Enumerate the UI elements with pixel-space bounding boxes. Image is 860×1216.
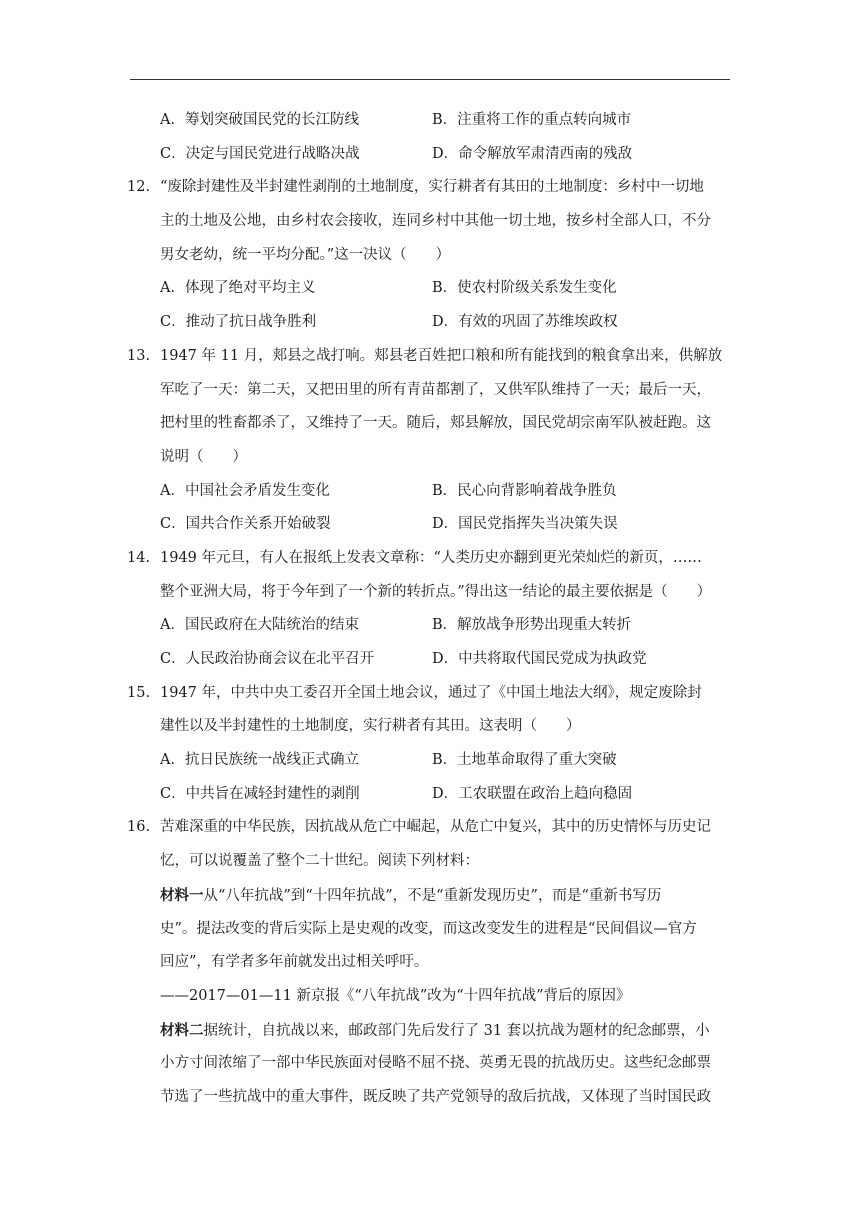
material-2-text: 小方寸间浓缩了一部中华民族面对侵略不屈不挠、英勇无畏的抗战历史。这些纪念邮票 (160, 1055, 711, 1072)
q12-option-b[interactable]: B．使农村阶级关系发生变化 (432, 280, 617, 297)
material-2-line-3 (160, 1081, 732, 1115)
q14-option-d[interactable]: D．中共将取代国民党成为执政党 (432, 651, 647, 667)
q13-options-row-2 (160, 508, 732, 542)
material-1-label: 材料一 (160, 886, 204, 904)
q12-option-c[interactable]: C．推动了抗日战争胜利 (160, 314, 317, 331)
material-2-text: 据统计，自抗战以来，邮政部门先后发行了 31 套以抗战为题材的纪念邮票，小 (203, 1022, 710, 1039)
q12-stem-line-3 (160, 239, 732, 273)
q14-number: 14. (127, 549, 151, 566)
material-1-text: 从“八年抗战”到“十四年抗战”，不是“重新发现历史”，而是“重新书写历 (203, 887, 662, 904)
q13-text: 军吃了一天：第二天，又把田里的所有青苗都割了，又供军队维持了一天；最后一天， (160, 381, 711, 398)
material-2-line-1 (160, 1014, 732, 1048)
material-1-source (160, 980, 732, 1014)
q11-option-a[interactable]: A．筹划突破国民党的长江防线 (160, 112, 359, 128)
q13-option-b[interactable]: B．民心向背影响着战争胜负 (432, 482, 617, 499)
material-1-text: 史”。提法改变的背后实际上是史观的改变，而这改变发生的进程是“民间倡议—官方 (160, 920, 697, 937)
material-1-line-2 (160, 913, 732, 947)
q15-stem-line-1 (127, 677, 732, 711)
q15-options-row-2 (160, 778, 732, 812)
q16-stem-line-1 (127, 811, 732, 845)
q14-stem-line-1 (127, 542, 732, 576)
q15-option-c[interactable]: C．中共旨在减轻封建性的剥削 (160, 785, 360, 802)
q13-number: 13. (127, 347, 151, 364)
q13-stem-line-3 (160, 407, 732, 441)
q14-text: 整个亚洲大局，将于今年到了一个新的转折点。”得出这一结论的最主要依据是（ ） (160, 583, 712, 600)
q13-stem-line-1 (127, 340, 732, 374)
q14-options-row-2 (160, 643, 732, 677)
q13-stem-line-2 (160, 374, 732, 408)
q12-text: “废除封建性及半封建性剥削的土地制度，实行耕者有其田的土地制度：乡村中一切地 (160, 179, 704, 196)
q12-options-row-1 (160, 272, 732, 306)
q14-options-row-1 (160, 609, 732, 643)
q13-text: 说明（ ） (160, 448, 247, 465)
q15-option-a[interactable]: A．抗日民族统一战线正式确立 (160, 752, 359, 769)
q14-option-b[interactable]: B．解放战争形势出现重大转折 (432, 617, 632, 634)
q13-option-d[interactable]: D．国民党指挥失当决策失误 (432, 516, 618, 533)
q12-option-d[interactable]: D．有效的巩固了苏维埃政权 (432, 314, 618, 331)
material-1-line-1 (160, 879, 732, 913)
q13-options-row-1 (160, 475, 732, 509)
q11-options-row-1 (160, 104, 732, 138)
q14-option-c[interactable]: C．人民政治协商会议在北平召开 (160, 651, 375, 667)
material-1-line-3 (160, 946, 732, 980)
q13-text: 把村里的牲畜都杀了，又维持了一天。随后，郏县解放，国民党胡宗南军队被赶跑。这 (160, 415, 711, 432)
q12-stem-line-2 (160, 205, 732, 239)
q16-text: 苦难深重的中华民族，因抗战从危亡中崛起，从危亡中复兴，其中的历史情怀与历史记 (160, 819, 711, 836)
material-1-text: 回应”，有学者多年前就发出过相关呼吁。 (160, 954, 429, 971)
q16-text: 忆，可以说覆盖了整个二十世纪。阅读下列材料： (160, 853, 479, 870)
q11-options-row-2 (160, 138, 732, 172)
q15-text: 建性以及半封建性的土地制度，实行耕者有其田。这表明（ ） (160, 718, 581, 735)
q15-options-row-1 (160, 744, 732, 778)
q15-stem-line-2 (160, 710, 732, 744)
q15-option-b[interactable]: B．土地革命取得了重大突破 (432, 752, 617, 769)
q13-text: 1947 年 11 月，郏县之战打响。郏县老百姓把口粮和所有能找到的粮食拿出来，供解放 (160, 347, 723, 364)
material-2-line-2 (160, 1047, 732, 1081)
q12-text: 主的土地及公地，由乡村农会接收，连同乡村中其他一切土地，按乡村全部人口，不分 (160, 213, 711, 230)
q15-option-d[interactable]: D．工农联盟在政治上趋向稳固 (432, 785, 633, 802)
q12-option-a[interactable]: A．体现了绝对平均主义 (160, 280, 316, 297)
q16-stem-line-2 (160, 845, 732, 879)
q12-number: 12. (127, 179, 151, 196)
q13-stem-line-4 (160, 441, 732, 475)
material-2-text: 节选了一些抗战中的重大事件，既反映了共产党领导的敌后抗战，又体现了当时国民政 (160, 1088, 711, 1105)
q15-number: 15. (127, 684, 151, 701)
q12-text: 男女老幼，统一平均分配。”这一决议（ ） (160, 246, 451, 263)
q15-text: 1947 年，中共中央工委召开全国土地会议，通过了《中国土地法大纲》，规定废除封 (160, 684, 702, 701)
q12-stem-line-1 (127, 171, 732, 205)
header-rule (130, 79, 730, 80)
q11-option-b[interactable]: B．注重将工作的重点转向城市 (432, 112, 632, 128)
q11-option-d[interactable]: D．命令解放军肃清西南的残敌 (432, 145, 633, 162)
q14-option-a[interactable]: A．国民政府在大陆统治的结束 (160, 617, 359, 634)
q13-option-c[interactable]: C．国共合作关系开始破裂 (160, 516, 331, 533)
q12-options-row-2 (160, 306, 732, 340)
document-body (127, 104, 732, 1115)
q14-text: 1949 年元旦，有人在报纸上发表文章称：“人类历史亦翻到更光荣灿烂的新页，…… (160, 549, 702, 566)
q11-option-c[interactable]: C．决定与国民党进行战略决战 (160, 145, 360, 162)
q16-number: 16. (127, 819, 151, 836)
q13-option-a[interactable]: A．中国社会矛盾发生变化 (160, 482, 330, 499)
material-1-source-text: ——2017—01—11 新京报《“八年抗战”改为“十四年抗战”背后的原因》 (160, 987, 631, 1004)
q14-stem-line-2 (160, 576, 732, 610)
material-2-label: 材料二 (160, 1021, 204, 1039)
